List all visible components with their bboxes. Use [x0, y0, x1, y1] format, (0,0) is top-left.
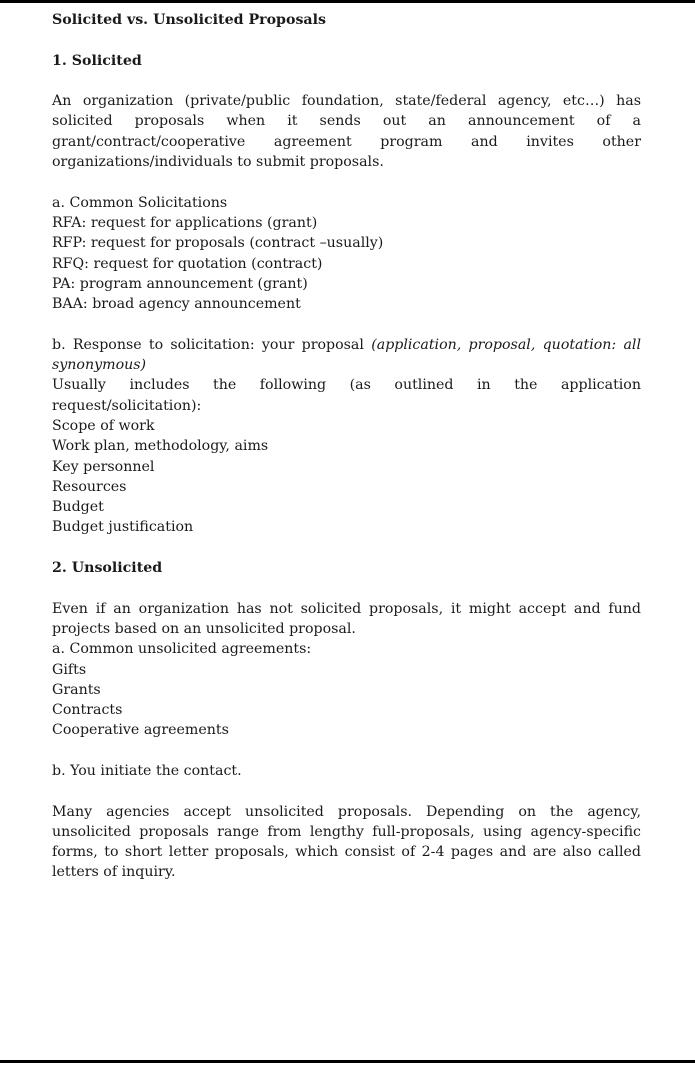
- response-lead-text: b. Response to solicitation: your proposal: [52, 336, 372, 353]
- spacer: [52, 172, 641, 192]
- spacer: [52, 538, 641, 558]
- list-item: RFA: request for applications (grant): [52, 214, 318, 231]
- bottom-rule: [0, 1060, 695, 1063]
- common-solicitations-list: [52, 213, 641, 314]
- list-item: RFP: request for proposals (contract –usually): [52, 235, 384, 252]
- response-paragraph: [52, 335, 641, 376]
- spacer: [52, 741, 641, 761]
- common-solicitations-heading: a. Common Solicitations: [52, 194, 228, 211]
- spacer: [52, 71, 641, 91]
- list-item: BAA: broad agency announcement: [52, 296, 301, 313]
- section-heading-solicited: 1. Solicited: [52, 52, 142, 69]
- document-title: Solicited vs. Unsolicited Proposals: [52, 12, 326, 28]
- spacer: [52, 578, 641, 598]
- includes-paragraph: Usually includes the following (as outlined in the application request/solicitation):: [52, 377, 641, 414]
- list-item: Budget justification: [52, 519, 194, 536]
- response-italic-note: (application, proposal, quotation: all synonymous): [52, 336, 642, 374]
- list-item: Key personnel: [52, 458, 155, 475]
- unsolicited-intro-paragraph: Even if an organization has not solicited proposals, it might accept and fund projects based on an unsolicited proposal.: [52, 600, 641, 637]
- solicited-intro-paragraph: An organization (private/public foundation, state/federal agency, etc…) has solicited proposals when it sends out an announcement of a grant/contract/cooperative agreement program and invites other organizations/individuals to submit proposals.: [52, 93, 641, 171]
- spacer: [52, 30, 641, 50]
- common-unsolicited-list: [52, 660, 641, 741]
- top-rule: [0, 0, 695, 3]
- list-item: RFQ: request for quotation (contract): [52, 255, 323, 272]
- list-item: Cooperative agreements: [52, 722, 229, 739]
- initiate-contact-line: b. You initiate the contact.: [52, 762, 242, 779]
- common-unsolicited-heading: a. Common unsolicited agreements:: [52, 641, 312, 658]
- document-body: [52, 10, 641, 883]
- section-heading-unsolicited: 2. Unsolicited: [52, 560, 163, 577]
- list-item: Contracts: [52, 702, 123, 719]
- spacer: [52, 781, 641, 801]
- closing-paragraph: Many agencies accept unsolicited proposals. Depending on the agency, unsolicited proposals range from lengthy full-proposals, using agency-specific forms, to short letter proposals, which consist of 2-4 pages and are also called letters of inquiry.: [52, 803, 641, 881]
- list-item: Work plan, methodology, aims: [52, 438, 269, 455]
- list-item: Budget: [52, 499, 104, 516]
- list-item: Scope of work: [52, 417, 155, 434]
- list-item: PA: program announcement (grant): [52, 275, 308, 292]
- list-item: Gifts: [52, 661, 87, 678]
- list-item: Grants: [52, 681, 101, 698]
- list-item: Resources: [52, 478, 127, 495]
- spacer: [52, 314, 641, 334]
- includes-list: [52, 416, 641, 538]
